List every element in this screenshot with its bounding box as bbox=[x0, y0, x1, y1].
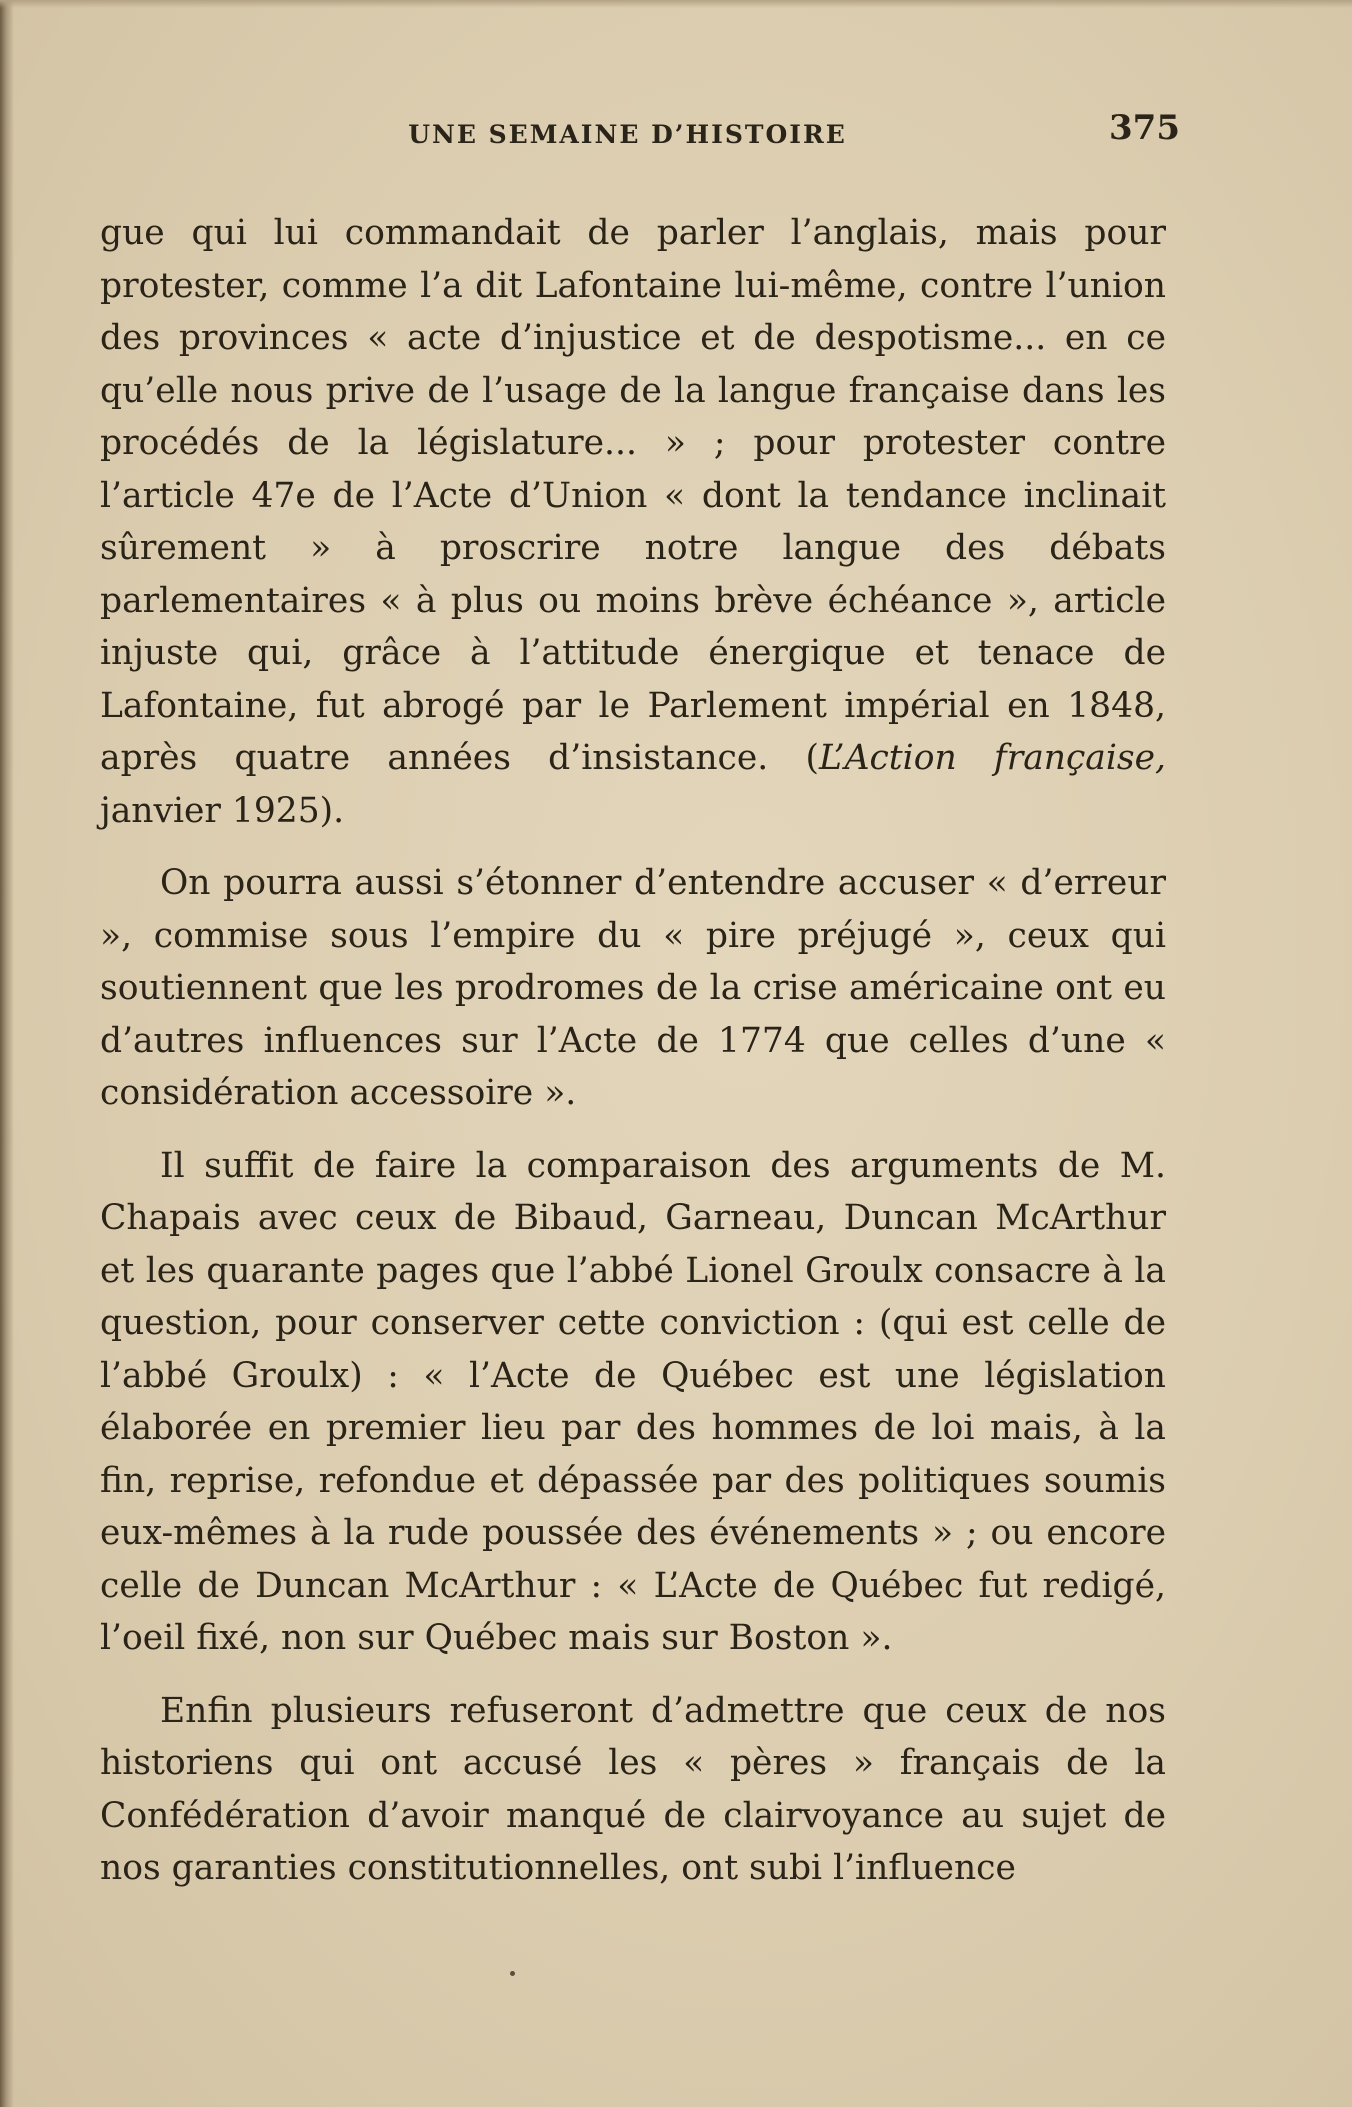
paragraph-text: Enfin plusieurs refuseront d’admettre que ceux de nos historiens qui ont accusé les « pères » français de la Confédération d’avoir manqué de clairvoyance au sujet de nos garanties constitutionnelles, ont subi l’influence bbox=[100, 1690, 1166, 1888]
paragraph-text: Il suffit de faire la comparaison des arguments de M. Chapais avec ceux de Bibaud, Garneau, Duncan McArthur et les quarante pages que l’abbé Lionel Groulx consacre à la question, pour conserver cette conviction : (qui est celle de l’abbé Groulx) : « l’Acte de Québec est une législation élaborée en premier lieu par des hommes de loi mais, à la fin, reprise, refondue et dépassée par des politiques soumis eux-mêmes à la rude poussée des événements » ; ou encore celle de Duncan McArthur : « L’Acte de Québec fut redigé, l’oeil fixé, non sur Québec mais sur Boston ». bbox=[100, 1145, 1166, 1658]
paragraph-2 bbox=[100, 857, 1166, 1120]
paragraph-text: gue qui lui commandait de parler l’anglais, mais pour protester, comme l’a dit Lafontaine lui-même, contre l’union des provinces « acte d’injustice et de despotisme... en ce qu’elle nous prive de l’usage de la langue française dans les procédés de la législature... » ; pour protester contre l’article 47e de l’Acte d’Union « dont la tendance inclinait sûrement » à proscrire notre langue des débats parlementaires « à plus ou moins brève échéance », article injuste qui, grâce à l’attitude énergique et tenace de Lafontaine, fut abrogé par le Parlement impérial en 1848, après quatre années d’insistance. ( bbox=[100, 213, 1166, 778]
page-number: 375 bbox=[1109, 108, 1180, 148]
citation-title: L’Action française, bbox=[818, 738, 1166, 778]
paragraph-text: On pourra aussi s’étonner d’entendre accuser « d’erreur », commise sous l’empire du « pire préjugé », ceux qui soutiennent que les prodromes de la crise américaine ont eu d’autres influences sur l’Acte de 1774 que celles d’une « considération accessoire ». bbox=[100, 863, 1166, 1113]
body-text bbox=[100, 207, 1166, 1895]
running-head: UNE SEMAINE D’HISTOIRE bbox=[408, 120, 847, 149]
page-binding-edge bbox=[0, 0, 14, 2107]
paragraph-4 bbox=[100, 1685, 1166, 1895]
page-top-edge bbox=[0, 0, 1352, 8]
paragraph-1 bbox=[100, 207, 1166, 837]
paragraph-text: janvier 1925). bbox=[100, 790, 345, 831]
page-header bbox=[0, 108, 1352, 158]
paragraph-3 bbox=[100, 1140, 1166, 1665]
print-speck bbox=[510, 1971, 515, 1976]
